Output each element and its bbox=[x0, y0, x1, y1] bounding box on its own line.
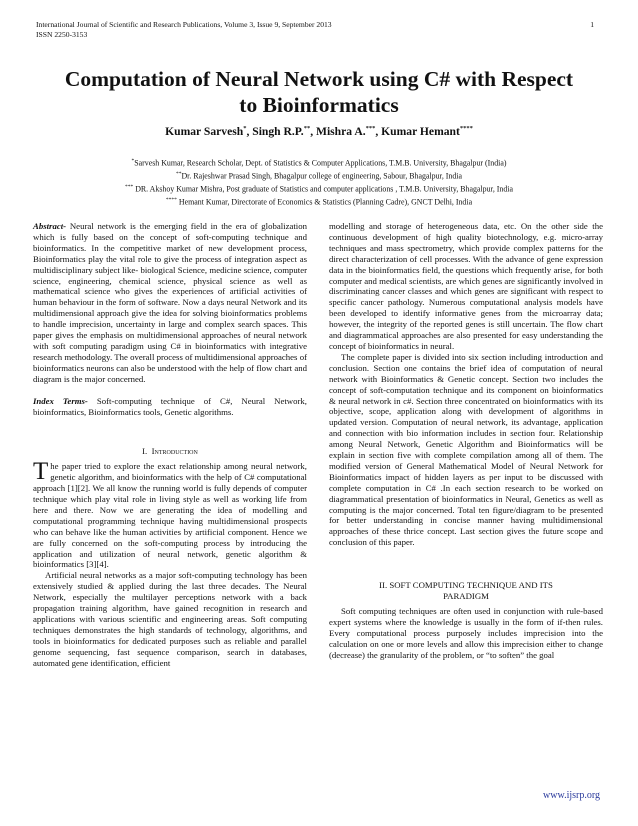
left-column bbox=[33, 221, 307, 669]
running-header bbox=[36, 20, 332, 40]
title-line-1: Computation of Neural Network using C# with Respect bbox=[64, 67, 574, 91]
section-1-paragraph-1: The paper tried to explore the exact relationship among neural network, genetic algorithm, and bioinformatics with the help of C# computational approach [1][2]. We all know the running world is fully depends of computer technique which play vital role in living style as well as working life from here and there. Now we are generating the idea of modelling and computational programming technique having multidimensional prospects who can behave like the human activities by artificial component. Hence we are fully concerned on the soft-computing process by introducing the application and utilization of neural network, genetic algorithm & bioinformatics [3][4]. bbox=[33, 458, 307, 570]
section-2-heading-line-2: PARADIGM bbox=[443, 591, 489, 602]
affiliation-3: *** DR. Akshoy Kumar Mishra, Post graduate of Statistics and computer applications , T.M.B. University, Bhagalpur, India bbox=[124, 184, 513, 194]
author-1: Kumar Sarvesh*, bbox=[165, 125, 253, 138]
index-terms bbox=[33, 396, 307, 418]
affiliation-1: *Sarvesh Kumar, Research Scholar, Dept. of Statistics & Computer Applications, T.M.B. University, Bhagalpur (India) bbox=[131, 158, 507, 168]
section-2-paragraph-1: Soft computing techniques are often used in conjunction with rule-based expert systems where the knowledge is usually in the form of if-then rules. Every computational process purposely includes imprecision into the calculation on one or more levels and allow this imprecision either to change (decrease) the granularity of the problem, or “to soften” the goal bbox=[329, 606, 603, 660]
abstract-text: Neural network is the emerging field in the era of globalization which is fully based on the concept of soft-computing technique and bioinformatics. In the competitive market of new development process, Bioinformatics play the vital role to give the process of integration aspect as multidisciplinary subject like- biological Science, medicine science, computer science, engineering, chemical science, physical science as well as mathematical science who gives the experiences of artificial activities of human behaviour in the form of software. Now a days neural Network and its multidimensional approach give the idea for solving bioinformatics problems to handle imprecision, uncertainty in large and complex search spaces. This paper gives the emphasis on multidimensional approaches of neural network with soft computing paradigm using C# in bioinformatics with integrative research methodology. The overall process of multidimensional approaches of bioinformatics neurons can also be understood with the help of flow chart and diagram is the major concerned. bbox=[33, 221, 307, 384]
page-number: 1 bbox=[590, 20, 594, 29]
author-2: Singh R.P.**, bbox=[252, 125, 316, 138]
section-1-heading: I. Introduction bbox=[142, 446, 198, 457]
affiliation-4: **** Hemant Kumar, Directorate of Economics & Statistics (Planning Cadre), GNCT Delhi, India bbox=[165, 197, 473, 207]
journal-url-link[interactable]: www.ijsrp.org bbox=[543, 790, 600, 801]
section-1-paragraph-2: Artificial neural networks as a major soft-computing technology has been extensively studied & applied during the last three decades. The Neural Network, especially the multilayer perceptions network with a back propagation training algorithm, have gained recognition in research and applications with various scientific and engineering areas. Soft computing techniques demonstrates the high standards of technology, algorithms, and tools in bioinformatics for dedicated purposes such as reliable and parallel genome sequencing, fast sequence comparison, search in databases, automated gene identification, efficient bbox=[33, 570, 307, 668]
affiliation-2: **Dr. Rajeshwar Prasad Singh, Bhagalpur college of engineering, Sabour, Bhagalpur, India bbox=[175, 171, 462, 181]
issn-line: ISSN 2250-3153 bbox=[36, 30, 88, 39]
intro-continued-paragraph: modelling and storage of heterogeneous data, etc. On the other side the continuous development of high quality biotechnology, e.g. micro-array techniques and mass spectrometry, which provide complex patterns for the direct characterization of cell processes. With the advance of gene expression data in the bioinformatics field, the questions which frequently arise, for both computer and medical scientists, are which genes are significantly involved in discriminating cancer classes and which genes are significant with respect to specific cancer pathology. Numerous computational analysis models have been developed to identify informative genes from the microarray data; however, the integrity of the reported genes is still uncertain. The flow chart and diagrammatical approaches are also presented for easy understanding the concept of bioinformatics in neural. bbox=[329, 221, 603, 351]
index-terms-text: Soft-computing technique of C#, Neural Network, bioinformatics, Bioinformatics tools, Genetic algorithms. bbox=[33, 395, 307, 417]
journal-line: International Journal of Scientific and Research Publications, Volume 3, Issue 9, September 2013 bbox=[36, 20, 332, 29]
dropcap-letter: T bbox=[33, 458, 49, 486]
section-2-heading-line-1: II. SOFT COMPUTING TECHNIQUE AND ITS bbox=[379, 580, 553, 591]
abstract bbox=[33, 221, 307, 385]
right-column bbox=[329, 221, 603, 661]
paper-outline-paragraph: The complete paper is divided into six section including introduction and conclusion. Section one contains the brief idea of computation of neural network with Bioinformatics & Genetic concept. Section two includes the concept of soft-computation technique and its component on bioinformatics & neural network in c#. Section three concentrated on bioinformatics with its objective, scope, application along with development of algorithms in updated version. Computation of neural network, its advantage, application and connection with bio information includes in section four. Relationship among Neural Network, Genetic Algorithm and Bioinformatics will be explain in section five with complete compilation among all of them. The modified version of General Mathematical Model of Neural Network for Bioinformatics impact of hidden layers as per input to be discussed with complete computation in C# .In each section research to be worked on diagrammatical presentation of bioinformatics in Neural, Genetics as well as computing is the major concerned. Total ten figure/diagram to be presented for better understanding in concise manner having multidimensional approaches of these thrice concept. Last section gives the future scope and conclusion of this paper. bbox=[329, 351, 603, 548]
author-3: Mishra A.***, bbox=[316, 125, 382, 138]
abstract-label: Abstract- bbox=[33, 221, 67, 231]
paper-title bbox=[40, 66, 598, 118]
title-line-2: to Bioinformatics bbox=[239, 93, 399, 117]
author-list bbox=[40, 125, 598, 138]
author-4: Kumar Hemant**** bbox=[381, 125, 473, 138]
affiliations bbox=[40, 156, 598, 208]
index-terms-label: Index Terms- bbox=[33, 395, 88, 406]
